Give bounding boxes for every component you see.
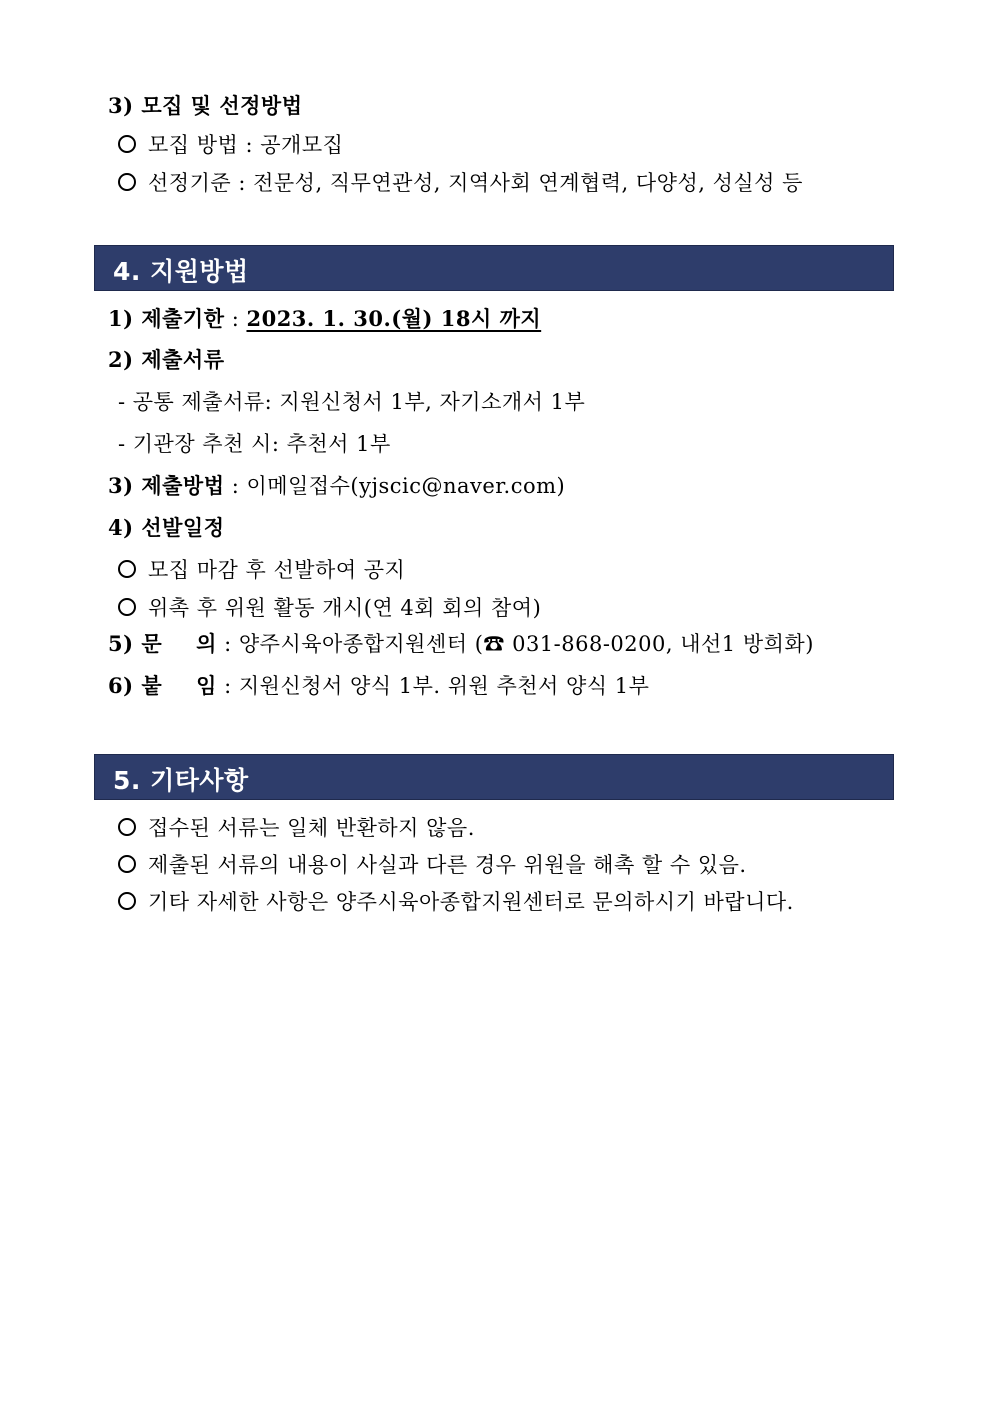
schedule-heading: 4) 선발일정 bbox=[108, 515, 225, 540]
section-5-banner bbox=[94, 754, 894, 800]
etc-item-3 bbox=[118, 888, 794, 916]
circle-bullet-icon bbox=[118, 855, 136, 873]
circle-bullet-icon bbox=[118, 135, 136, 153]
deadline-value: 2023. 1. 30.(월) 18시 까지 bbox=[246, 306, 542, 331]
etc-text-3: 기타 자세한 사항은 양주시육아종합지원센터로 문의하시기 바랍니다. bbox=[148, 890, 794, 914]
criteria-label: 선정기준 bbox=[148, 171, 232, 195]
etc-item-2 bbox=[118, 851, 747, 879]
schedule-text-2: 위촉 후 위원 활동 개시(연 4회 회의 참여) bbox=[148, 596, 542, 620]
method-value: : 공개모집 bbox=[245, 133, 344, 157]
etc-item-1 bbox=[118, 814, 475, 842]
attach-char: 임 bbox=[196, 673, 217, 698]
deadline-sep: : bbox=[231, 307, 240, 331]
attach-num: 6) 붙 bbox=[108, 673, 163, 698]
circle-bullet-icon bbox=[118, 892, 136, 910]
section-5-title: 5. 기타사항 bbox=[113, 766, 249, 795]
criteria-value: : 전문성, 직무연관성, 지역사회 연계협력, 다양성, 성실성 등 bbox=[238, 171, 803, 195]
deadline-label: 1) 제출기한 bbox=[108, 306, 225, 331]
inquiry-char: 의 bbox=[196, 631, 217, 656]
schedule-text-1: 모집 마감 후 선발하여 공지 bbox=[148, 558, 406, 582]
recruit-method bbox=[118, 131, 343, 159]
circle-bullet-icon bbox=[118, 173, 136, 191]
docs-agency: - 기관장 추천 시: 추천서 1부 bbox=[118, 432, 391, 456]
recruit-heading: 3) 모집 및 선정방법 bbox=[108, 93, 303, 118]
recruit-criteria bbox=[118, 169, 803, 197]
etc-text-2: 제출된 서류의 내용이 사실과 다른 경우 위원을 해촉 할 수 있음. bbox=[148, 853, 747, 877]
section-4-banner bbox=[94, 245, 894, 291]
attach-row bbox=[108, 672, 649, 700]
circle-bullet-icon bbox=[118, 598, 136, 616]
circle-bullet-icon bbox=[118, 818, 136, 836]
etc-text-1: 접수된 서류는 일체 반환하지 않음. bbox=[148, 816, 475, 840]
inquiry-row bbox=[108, 630, 814, 658]
schedule-item-2 bbox=[118, 594, 541, 622]
docs-heading: 2) 제출서류 bbox=[108, 347, 225, 372]
inquiry-num: 5) 문 bbox=[108, 631, 163, 656]
submit-row bbox=[108, 472, 565, 500]
deadline-row bbox=[108, 305, 541, 333]
submit-label: 3) 제출방법 bbox=[108, 473, 225, 498]
method-label: 모집 방법 bbox=[148, 133, 239, 157]
inquiry-value: : 양주시육아종합지원센터 (☎ 031-868-0200, 내선1 방희화) bbox=[224, 632, 814, 656]
section-4-title: 4. 지원방법 bbox=[113, 257, 249, 286]
circle-bullet-icon bbox=[118, 560, 136, 578]
schedule-item-1 bbox=[118, 556, 405, 584]
submit-value: : 이메일접수(yjscic@naver.com) bbox=[231, 474, 566, 498]
docs-common: - 공통 제출서류: 지원신청서 1부, 자기소개서 1부 bbox=[118, 390, 586, 414]
attach-value: : 지원신청서 양식 1부. 위원 추천서 양식 1부 bbox=[224, 674, 650, 698]
